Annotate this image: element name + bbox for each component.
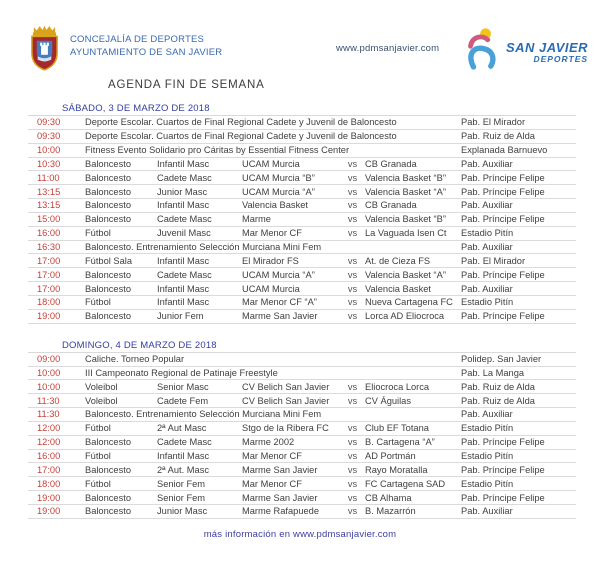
event-sport: Baloncesto — [85, 200, 131, 211]
event-venue: Pab. Príncipe Felipe — [461, 464, 545, 475]
schedule — [28, 101, 576, 519]
schedule-row — [28, 422, 576, 436]
vs-label: vs — [347, 283, 358, 294]
schedule-row — [28, 185, 576, 199]
event-away-team: La Vaguada Isen Ct — [365, 228, 447, 239]
vs-label: vs — [347, 478, 358, 489]
schedule-row — [28, 158, 576, 172]
event-home-team: Mar Menor CF “A” — [242, 297, 317, 308]
event-away-team: At. de Cieza FS — [365, 255, 431, 266]
department-line2: AYUNTAMIENTO DE SAN JAVIER — [70, 47, 223, 58]
event-away-team: Valencia Basket “B” — [365, 214, 446, 225]
event-venue: Pab. Príncipe Felipe — [461, 186, 545, 197]
event-sport: Fútbol — [85, 478, 111, 489]
event-venue: Pab. Príncipe Felipe — [461, 311, 545, 322]
vs-label: vs — [347, 395, 358, 406]
event-venue: Pab. El Mirador — [461, 117, 526, 128]
event-venue: Pab. Ruiz de Alda — [461, 381, 535, 392]
event-venue: Polidep. San Javier — [461, 354, 542, 365]
schedule-row — [28, 227, 576, 241]
event-time: 12:00 — [37, 437, 61, 448]
event-time: 09:30 — [37, 117, 61, 128]
san-javier-deportes-logo — [464, 26, 588, 70]
event-sport: Fútbol — [85, 450, 111, 461]
department-name — [70, 33, 222, 59]
event-sport: Fútbol — [85, 297, 111, 308]
event-home-team: Mar Menor CF — [242, 228, 302, 239]
event-time: 17:00 — [37, 269, 61, 280]
event-time: 17:00 — [37, 283, 61, 294]
event-description: III Campeonato Regional de Patinaje Freestyle — [85, 367, 278, 378]
event-away-team: CV Águilas — [365, 395, 411, 406]
event-category: Senior Fem — [157, 492, 206, 503]
day-header: DOMINGO, 4 DE MARZO DE 2018 — [28, 338, 576, 353]
schedule-row — [28, 144, 576, 158]
event-sport: Baloncesto — [85, 506, 131, 517]
event-venue: Pab. Príncipe Felipe — [461, 214, 545, 225]
event-home-team: UCAM Murcia — [242, 158, 300, 169]
vs-label: vs — [347, 423, 358, 434]
event-category: Cadete Masc — [157, 214, 212, 225]
event-home-team: UCAM Murcia “A” — [242, 186, 315, 197]
schedule-row — [28, 408, 576, 422]
event-time: 15:00 — [37, 214, 61, 225]
event-venue: Pab. Príncipe Felipe — [461, 437, 545, 448]
event-home-team: Marme — [242, 214, 271, 225]
event-category: 2ª Aut. Masc — [157, 464, 210, 475]
vs-label: vs — [347, 297, 358, 308]
event-venue: Pab. Auxiliar — [461, 200, 513, 211]
vs-label: vs — [347, 186, 358, 197]
schedule-row — [28, 450, 576, 464]
logo-wordmark — [506, 42, 588, 64]
event-away-team: CB Granada — [365, 158, 417, 169]
schedule-row — [28, 491, 576, 505]
event-sport: Baloncesto — [85, 492, 131, 503]
schedule-row — [28, 254, 576, 268]
event-away-team: Valencia Basket “A” — [365, 269, 446, 280]
schedule-row — [28, 282, 576, 296]
event-venue: Pab. Auxiliar — [461, 409, 513, 420]
event-away-team: AD Portmán — [365, 450, 416, 461]
event-away-team: Nueva Cartagena FC — [365, 297, 453, 308]
schedule-row — [28, 367, 576, 381]
page-title: AGENDA FIN DE SEMANA — [108, 79, 265, 91]
event-time: 11:00 — [37, 172, 60, 183]
event-sport: Baloncesto — [85, 269, 131, 280]
event-category: Infantil Masc — [157, 158, 210, 169]
event-time: 19:00 — [37, 492, 61, 503]
event-category: Senior Fem — [157, 478, 206, 489]
event-away-team: Rayo Moratalla — [365, 464, 428, 475]
event-time: 10:30 — [37, 158, 61, 169]
event-category: Cadete Fem — [157, 395, 209, 406]
department-line1: CONCEJALÍA DE DEPORTES — [70, 34, 205, 45]
event-description: Baloncesto. Entrenamiento Selección Murciana Mini Fem — [85, 242, 322, 253]
day-header: SÁBADO, 3 DE MARZO DE 2018 — [28, 101, 576, 116]
event-venue: Pab. Auxiliar — [461, 506, 513, 517]
event-sport: Baloncesto — [85, 214, 131, 225]
event-away-team: Valencia Basket “A” — [365, 186, 446, 197]
event-category: 2ª Aut Masc — [157, 423, 207, 434]
event-sport: Baloncesto — [85, 464, 131, 475]
schedule-row — [28, 213, 576, 227]
sports-figure-icon — [464, 26, 502, 70]
event-time: 17:00 — [37, 464, 61, 475]
event-category: Infantil Masc — [157, 297, 210, 308]
event-sport: Fútbol — [85, 228, 111, 239]
event-sport: Baloncesto — [85, 311, 131, 322]
schedule-row — [28, 116, 576, 130]
event-away-team: CB Alhama — [365, 492, 412, 503]
event-home-team: UCAM Murcia — [242, 283, 300, 294]
event-venue: Pab. Príncipe Felipe — [461, 172, 545, 183]
san-javier-coat-of-arms-icon — [28, 24, 61, 72]
event-venue: Estadio Pitín — [461, 423, 514, 434]
event-home-team: Stgo de la Ribera FC — [242, 423, 329, 434]
event-home-team: Marme San Javier — [242, 492, 318, 503]
vs-label: vs — [347, 464, 358, 475]
event-time: 10:00 — [37, 145, 61, 156]
event-sport: Fútbol — [85, 423, 111, 434]
event-home-team: Mar Menor CF — [242, 450, 302, 461]
event-away-team: Club EF Totana — [365, 423, 429, 434]
event-sport: Fútbol Sala — [85, 255, 133, 266]
schedule-row — [28, 171, 576, 185]
event-time: 13:15 — [37, 186, 61, 197]
event-category: Cadete Masc — [157, 269, 212, 280]
event-description: Deporte Escolar. Cuartos de Final Regional Cadete y Juvenil de Baloncesto — [85, 131, 397, 142]
schedule-row — [28, 268, 576, 282]
event-time: 12:00 — [37, 423, 61, 434]
municipal-brand — [28, 24, 222, 72]
event-category: Cadete Masc — [157, 437, 212, 448]
vs-label: vs — [347, 450, 358, 461]
event-away-team: CB Granada — [365, 200, 417, 211]
event-sport: Baloncesto — [85, 186, 131, 197]
event-home-team: Marme 2002 — [242, 437, 295, 448]
event-category: Junior Masc — [157, 506, 208, 517]
event-category: Infantil Masc — [157, 255, 210, 266]
footer — [0, 524, 600, 542]
schedule-row — [28, 463, 576, 477]
event-category: Junior Fem — [157, 311, 204, 322]
event-venue: Explanada Barnuevo — [461, 145, 548, 156]
event-time: 09:30 — [37, 131, 61, 142]
vs-label: vs — [347, 437, 358, 448]
event-description: Fitness Evento Solidario pro Cáritas by Essential Fitness Center — [85, 145, 350, 156]
event-time: 16:00 — [37, 450, 61, 461]
event-time: 16:30 — [37, 242, 61, 253]
vs-label: vs — [347, 492, 358, 503]
event-category: Infantil Masc — [157, 200, 210, 211]
event-away-team: FC Cartagena SAD — [365, 478, 446, 489]
event-time: 11:30 — [37, 395, 60, 406]
event-venue: Estadio Pitín — [461, 450, 514, 461]
day-section — [28, 101, 576, 324]
schedule-row — [28, 380, 576, 394]
event-description: Baloncesto. Entrenamiento Selección Murciana Mini Fem — [85, 409, 322, 420]
event-venue: Pab. Auxiliar — [461, 283, 513, 294]
event-time: 18:00 — [37, 297, 61, 308]
event-description: Deporte Escolar. Cuartos de Final Regional Cadete y Juvenil de Baloncesto — [85, 117, 397, 128]
event-home-team: Marme Rafapuede — [242, 506, 319, 517]
schedule-row — [28, 310, 576, 324]
event-home-team: El Mirador FS — [242, 255, 299, 266]
schedule-row — [28, 505, 576, 519]
vs-label: vs — [347, 200, 358, 211]
event-venue: Pab. Ruiz de Alda — [461, 131, 535, 142]
vs-label: vs — [347, 506, 358, 517]
event-away-team: B. Mazarrón — [365, 506, 416, 517]
event-time: 17:00 — [37, 255, 61, 266]
event-venue: Pab. Auxiliar — [461, 242, 513, 253]
event-sport: Baloncesto — [85, 158, 131, 169]
website-url[interactable]: www.pdmsanjavier.com — [336, 43, 440, 54]
schedule-row — [28, 436, 576, 450]
logo-name: SAN JAVIER — [506, 40, 589, 55]
event-category: Senior Masc — [157, 381, 209, 392]
vs-label: vs — [347, 381, 358, 392]
event-venue: Estadio Pitín — [461, 478, 514, 489]
logo-subtitle: DEPORTES — [533, 54, 589, 64]
event-venue: Pab. La Manga — [461, 367, 525, 378]
schedule-row — [28, 199, 576, 213]
event-venue: Estadio Pitín — [461, 297, 514, 308]
event-home-team: CV Belich San Javier — [242, 395, 330, 406]
vs-label: vs — [347, 269, 358, 280]
vs-label: vs — [347, 172, 358, 183]
event-time: 19:00 — [37, 311, 61, 322]
event-time: 16:00 — [37, 228, 61, 239]
event-away-team: B. Cartagena “A” — [365, 437, 435, 448]
event-away-team: Valencia Basket “B” — [365, 172, 446, 183]
event-description: Caliche. Torneo Popular — [85, 354, 185, 365]
event-home-team: Valencia Basket — [242, 200, 308, 211]
event-sport: Baloncesto — [85, 437, 131, 448]
event-home-team: UCAM Murcia “B” — [242, 172, 315, 183]
event-category: Infantil Masc — [157, 450, 210, 461]
event-venue: Pab. Ruiz de Alda — [461, 395, 535, 406]
event-sport: Voleibol — [85, 395, 118, 406]
schedule-row — [28, 296, 576, 310]
day-section — [28, 338, 576, 519]
event-venue: Estadio Pitín — [461, 228, 514, 239]
event-sport: Baloncesto — [85, 172, 131, 183]
vs-label: vs — [347, 311, 358, 322]
event-venue: Pab. Príncipe Felipe — [461, 269, 545, 280]
schedule-row — [28, 130, 576, 144]
event-time: 10:00 — [37, 381, 61, 392]
event-home-team: Marme San Javier — [242, 311, 318, 322]
event-sport: Baloncesto — [85, 283, 131, 294]
event-category: Juvenil Masc — [157, 228, 211, 239]
event-time: 11:30 — [37, 409, 60, 420]
vs-label: vs — [347, 255, 358, 266]
event-venue: Pab. Auxiliar — [461, 158, 513, 169]
schedule-row — [28, 241, 576, 255]
event-away-team: Valencia Basket — [365, 283, 431, 294]
event-time: 10:00 — [37, 367, 61, 378]
schedule-row — [28, 394, 576, 408]
event-time: 19:00 — [37, 506, 61, 517]
event-home-team: Marme San Javier — [242, 464, 318, 475]
event-venue: Pab. Príncipe Felipe — [461, 492, 545, 503]
event-away-team: Lorca AD Eliocroca — [365, 311, 445, 322]
event-venue: Pab. El Mirador — [461, 255, 526, 266]
event-home-team: Mar Menor CF — [242, 478, 302, 489]
event-away-team: Eliocroca Lorca — [365, 381, 430, 392]
vs-label: vs — [347, 214, 358, 225]
vs-label: vs — [347, 158, 358, 169]
event-time: 13:15 — [37, 200, 61, 211]
event-home-team: UCAM Murcia “A” — [242, 269, 315, 280]
event-time: 09:00 — [37, 354, 61, 365]
footer-info-link[interactable]: más información en www.pdmsanjavier.com — [203, 529, 397, 540]
vs-label: vs — [347, 228, 358, 239]
event-category: Cadete Masc — [157, 172, 212, 183]
event-category: Junior Masc — [157, 186, 208, 197]
schedule-row — [28, 477, 576, 491]
event-sport: Voleibol — [85, 381, 118, 392]
schedule-row — [28, 353, 576, 367]
event-time: 18:00 — [37, 478, 61, 489]
event-home-team: CV Belich San Javier — [242, 381, 330, 392]
event-category: Infantil Masc — [157, 283, 210, 294]
